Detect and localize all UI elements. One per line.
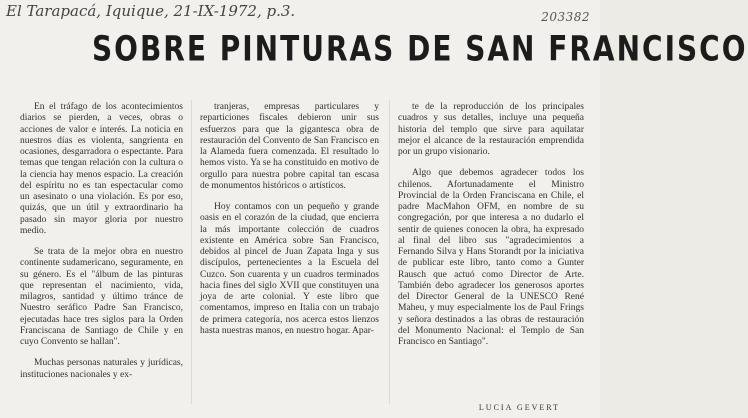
paragraph: En el tráfago de los acontecimientos diarios se pierden, a veces, obras o acciones de valor e interés. La noticia en nuestros días es violenta, sangrienta en ocasiones, desgarradora o espectante. Para temas que tengan relación con la cultura o la ciencia hay menos espacio. La creación del espíritu no es tan espectacular como un asesinato o una violación. Es por eso, quizás, que un útil y extraordinario ha pasado sin mayor gloria por nuestro medio. [20,102,183,236]
paragraph: Se trata de la mejor obra en nuestro continente sudamericano, seguramente, en su género. Es el "álbum de las pinturas que representan el nacimiento, vida, milagros, santidad y último tránce de Nuestro seráfico Padre San Francisco, ejecutadas hace tres siglos para la Orden Franciscana de Santiago de Chile y en cuyo Convento se hallan". [20,247,183,347]
column-divider [191,100,192,404]
column-divider [389,100,390,404]
handwritten-source-note: El Tarapacá, Iquique, 21-IX-1972, p.3. [6,2,296,20]
paragraph: te de la reproducción de los principales cuadros y sus detalles, incluye una pequeña historia del templo que sirve para aquilatar mejor el alcance de la restauración emprendida por un grupo visionario. [398,102,584,157]
handwritten-archive-number: 203382 [541,10,590,24]
author-byline: LUCIA GEVERT [478,403,560,412]
article-headline: SOBRE PINTURAS DE SAN FRANCISCO [92,28,748,70]
paragraph: Hoy contamos con un pequeño y grande oasis en el corazón de la ciudad, que encierra la más importante colección de cuadros existente en América sobre San Francisco, debidos al pincel de Juan Zapata Inga y sus discípulos, pertenecientes a la Escuela del Cuzco. Son cuarenta y un cuadros terminados hacia fines del siglo XVII que constituyen una joya de arte colonial. Y este libro que comentamos, impreso en Italia con un trabajo de primera categoría, nos acerca estos lienzos hasta nuestras manos, en nuestro hogar. Apar- [200,202,379,336]
article-column-3 [398,102,584,358]
article-column-1 [20,102,183,391]
article-column-2 [200,102,379,347]
paragraph: Algo que debemos agradecer todos los chilenos. Afortunadamente el Ministro Provincial de la Orden Franciscana en Chile, el padre MacMahon OFM, en nombre de su congregación, por que interesa a no dudarlo el sentir de quienes conocen la obra, ha expresado al final del libro sus "agradecimientos a Fernando Silva y Hans Storandt por la iniciativa de publicar este libro, tanto como a Gunter Rausch que actuó como Director de Arte. También debo agradecer los generosos aportes del Director General de la UNESCO René Maheu, y muy especialmente los de Paul Frings y señora destinados a las obras de restauración del Monumento Nacional: el Templo de San Francisco en Santiago". [398,168,584,347]
paragraph: Muchas personas naturales y jurídicas, instituciones nacionales y ex- [20,358,183,380]
paragraph: tranjeras, empresas particulares y reparticiones fiscales debieron unir sus esfuerzos para que la gigantesca obra de restauración del Convento de San Francisco en la Alameda fuera comenzada. El resultado lo hemos visto. Ya se ha constituido en motivo de orgullo para nuestra pobre capital tan escasa de monumentos históricos o artísticos. [200,102,379,191]
